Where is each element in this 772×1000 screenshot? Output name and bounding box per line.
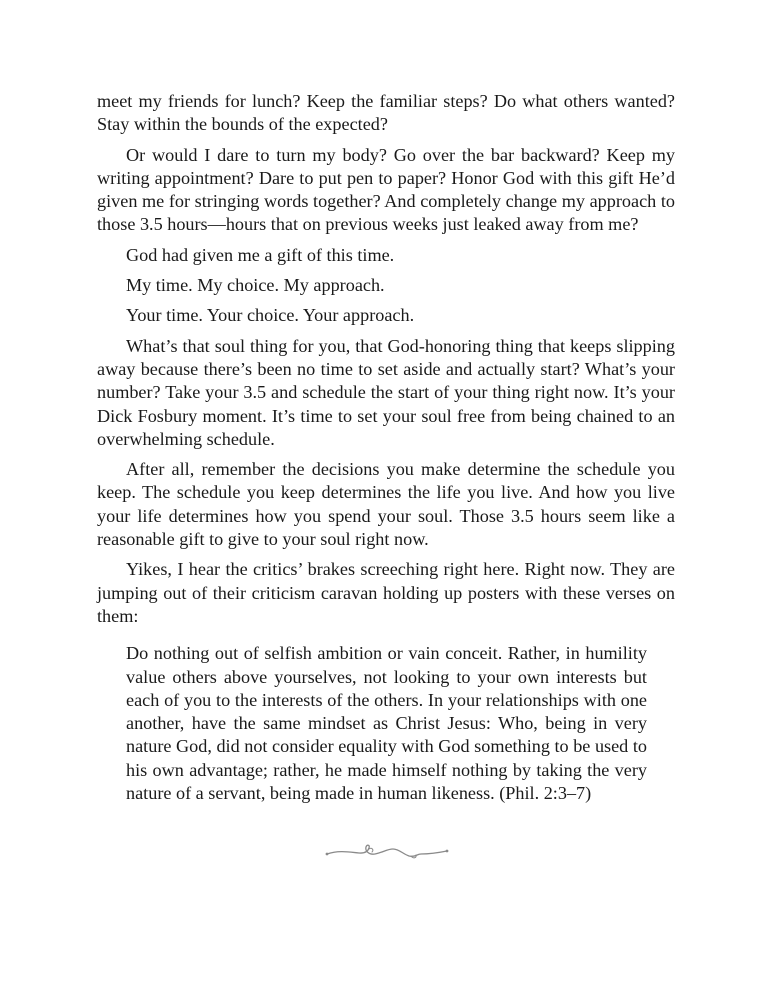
paragraph: God had given me a gift of this time.	[126, 244, 395, 265]
flourish-divider-icon	[325, 840, 449, 866]
paragraph: My time. My choice. My approach.	[126, 275, 385, 296]
paragraph: After all, remember the decisions you make determine the schedule you keep. The schedule you keep determines the life you live. And how you live your life determines how you spend your soul. Those 3.5 hours seem like a reasonable gift to give to your soul right now.	[97, 459, 675, 550]
paragraph: What’s that soul thing for you, that God-honoring thing that keeps slipping away because there’s been no time to set aside and actually start? What’s your number? Take your 3.5 and schedule the start of your thing right now. It’s your Dick Fosbury moment. It’s time to set your soul free from being chained to an overwhelming schedule.	[97, 335, 675, 449]
paragraph: Your time. Your choice. Your approach.	[126, 305, 415, 326]
paragraph: Yikes, I hear the critics’ brakes screeching right here. Right now. They are jumping out of their criticism caravan holding up posters with these verses on them:	[97, 559, 675, 626]
paragraph: Or would I dare to turn my body? Go over the bar backward? Keep my writing appointment? Dare to put pen to paper? Honor God with this gift He’d given me for stringing words together? And completely change my approach to those 3.5 hours—hours that on previous weeks just leaked away from me?	[97, 144, 675, 235]
body-text	[97, 90, 675, 805]
scripture-block-quote: Do nothing out of selfish ambition or vain conceit. Rather, in humility value others above yourselves, not looking to your own interests but each of you to the interests of the others. In your relationships with one another, have the same mindset as Christ Jesus: Who, being in very nature God, did not consider equality with God something to be used to his own advantage; rather, he made himself nothing by taking the very nature of a servant, being made in human likeness. (Phil. 2:3–7)	[126, 643, 647, 804]
paragraph-continuation: meet my friends for lunch? Keep the familiar steps? Do what others wanted? Stay within the bounds of the expected?	[97, 91, 675, 135]
